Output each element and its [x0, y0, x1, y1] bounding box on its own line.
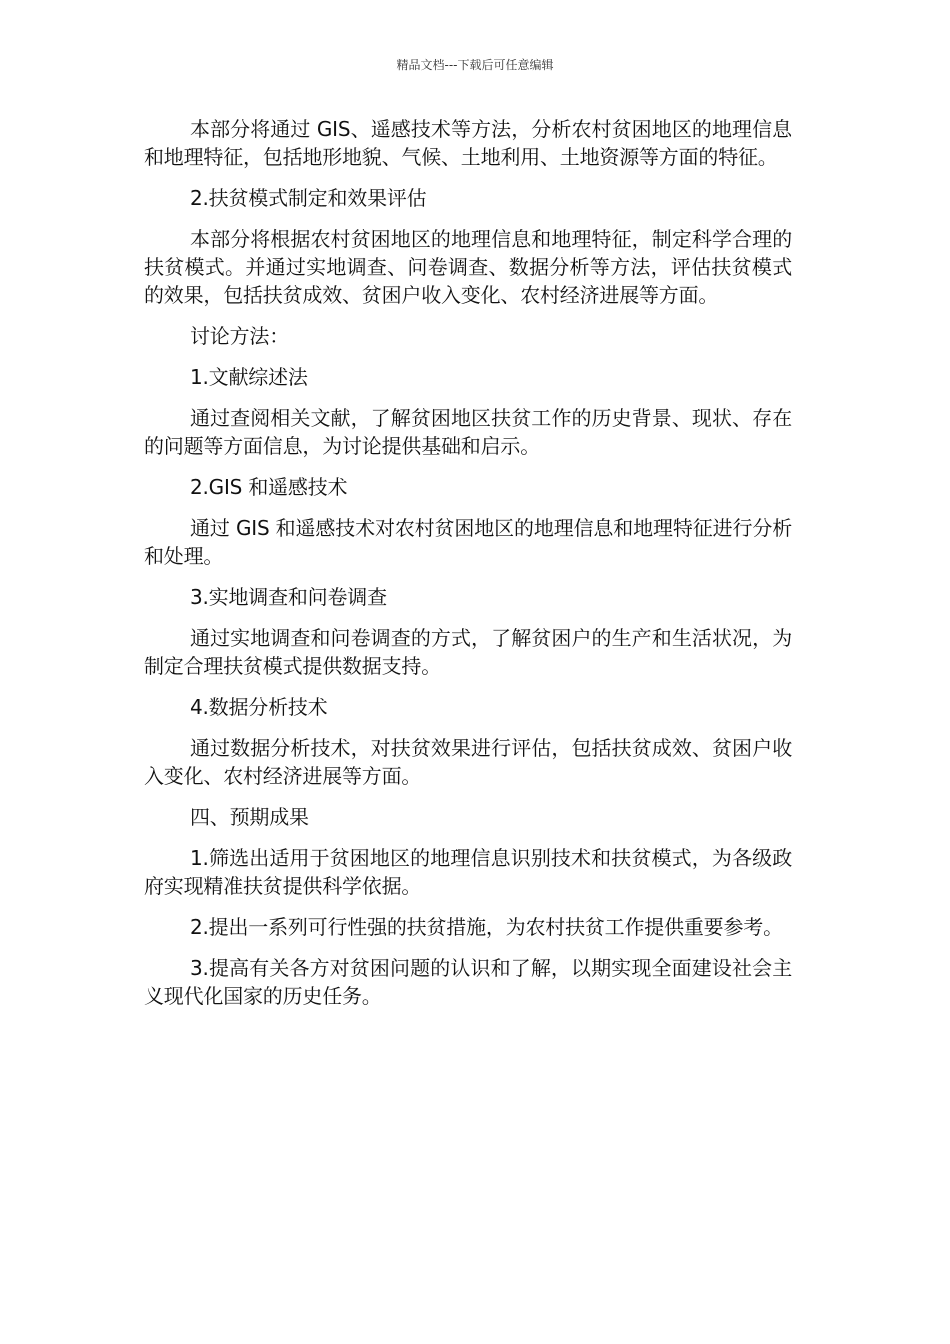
paragraph-result-3: 3.提高有关各方对贫困问题的认识和了解，以期实现全面建设社会主义现代化国家的历史任务。: [144, 956, 792, 1008]
paragraph-gis-analysis: 本部分将通过 GIS、遥感技术等方法，分析农村贫困地区的地理信息和地理特征，包括地形地貌、气候、土地利用、土地资源等方面的特征。: [144, 117, 792, 169]
paragraph-field-survey: 通过实地调查和问卷调查的方式，了解贫困户的生产和生活状况，为制定合理扶贫模式提供数据支持。: [144, 626, 792, 678]
page-header: 精品文档---下载后可任意编辑: [396, 58, 554, 72]
paragraph-result-2: 2.提出一系列可行性强的扶贫措施，为农村扶贫工作提供重要参考。: [190, 915, 783, 939]
document-body: [144, 115, 792, 1023]
heading-poverty-model: 2.扶贫模式制定和效果评估: [190, 186, 427, 210]
heading-field-survey: 3.实地调查和问卷调查: [190, 585, 387, 609]
paragraph-result-1: 1.筛选出适用于贫困地区的地理信息识别技术和扶贫模式，为各级政府实现精准扶贫提供科学依据。: [144, 846, 792, 898]
paragraph-data-analysis: 通过数据分析技术，对扶贫效果进行评估，包括扶贫成效、贫困户收入变化、农村经济进展等方面。: [144, 736, 792, 788]
heading-data-analysis: 4.数据分析技术: [190, 695, 328, 719]
heading-literature-review: 1.文献综述法: [190, 365, 308, 389]
heading-gis-remote-sensing: 2.GIS 和遥感技术: [190, 475, 348, 499]
heading-research-methods: 讨论方法：: [190, 324, 289, 348]
paragraph-literature-review: 通过查阅相关文献，了解贫困地区扶贫工作的历史背景、现状、存在的问题等方面信息，为讨论提供基础和启示。: [144, 406, 792, 458]
paragraph-poverty-model: 本部分将根据农村贫困地区的地理信息和地理特征，制定科学合理的扶贫模式。并通过实地调查、问卷调查、数据分析等方法，评估扶贫模式的效果，包括扶贫成效、贫困户收入变化、农村经济进展等方面。: [144, 227, 792, 307]
heading-expected-results: 四、预期成果: [190, 805, 309, 829]
paragraph-gis-remote-sensing: 通过 GIS 和遥感技术对农村贫困地区的地理信息和地理特征进行分析和处理。: [144, 516, 792, 568]
